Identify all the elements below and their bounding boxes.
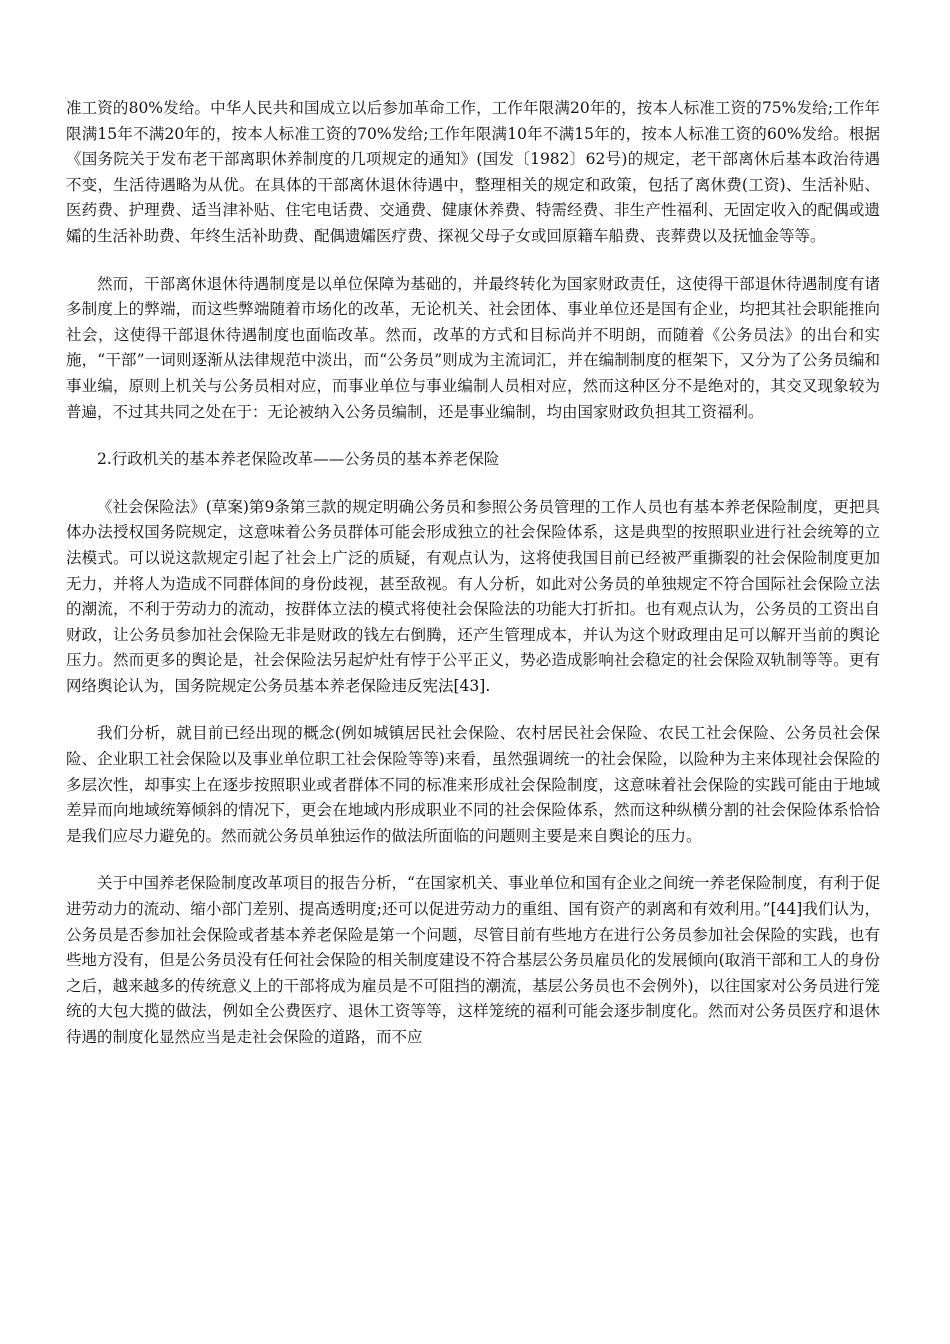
paragraph-social-insurance-law: 《社会保险法》(草案)第9条第三款的规定明确公务员和参照公务员管理的工作人员也有基本养老保险制度，更把具体办法授权国务院规定，这意味着公务员群体可能会形成独立的社会保险体系，这是典型的按照职业进行社会统筹的立法模式。可以说这款规定引起了社会上广泛的质疑，有观点认为，这将使我国目前已经被严重撕裂的社会保险制度更加无力，并将人为造成不同群体间的身份歧视，甚至敌视。有人分析，如此对公务员的单独规定不符合国际社会保险立法的潮流，不利于劳动力的流动，按群体立法的模式将使社会保险法的功能大打折扣。也有观点认为，公务员的工资出自财政，让公务员参加社会保险无非是财政的钱左右倒腾，还产生管理成本，并认为这个财政理由足可以解开当前的舆论压力。然而更多的舆论是，社会保险法另起炉灶有悖于公平正义，势必造成影响社会稳定的社会保险双轨制等等。更有网络舆论认为，国务院规定公务员基本养老保险违反宪法[43].	[66, 497, 880, 695]
document-page	[66, 96, 880, 1073]
paragraph-pension-report: 关于中国养老保险制度改革项目的报告分析，“在国家机关、事业单位和国有企业之间统一养老保险制度，有利于促进劳动力的流动、缩小部门差别、提高透明度;还可以促进劳动力的重组、国有资产的剥离和有效利用。”[44]我们认为，公务员是否参加社会保险或者基本养老保险是第一个问题，尽管目前有些地方在进行公务员参加社会保险的实践，也有些地方没有，但是公务员没有任何社会保险的相关制度建设不符合基层公务员雇员化的发展倾向(取消干部和工人的身份之后，越来越多的传统意义上的干部将成为雇员是不可阻挡的潮流，基层公务员也不会例外)，以往国家对公务员进行笼统的大包大揽的做法，例如全公费医疗、退休工资等等，这样笼统的福利可能会逐步制度化。然而对公务员医疗和退休待遇的制度化显然应当是走社会保险的道路，而不应	[66, 874, 880, 1046]
paragraph-cadre-retirement-reform: 然而，干部离休退休待遇制度是以单位保障为基础的，并最终转化为国家财政责任，这使得干部退休待遇制度有诸多制度上的弊端，而这些弊端随着市场化的改革，无论机关、社会团体、事业单位还是国有企业，均把其社会职能推向社会，这使得干部退休待遇制度也面临改革。然而，改革的方式和目标尚并不明朗，而随着《公务员法》的出台和实施，“干部”一词则逐渐从法律规范中淡出，而“公务员”则成为主流词汇，并在编制制度的框架下，又分为了公务员编和事业编，原则上机关与公务员相对应，而事业单位与事业编制人员相对应，然而这种区分不是绝对的，其交叉现象较为普遍，不过其共同之处在于：无论被纳入公务员编制，还是事业编制，均由国家财政负担其工资福利。	[66, 274, 880, 421]
paragraph-retirement-pay: 准工资的80%发给。中华人民共和国成立以后参加革命工作，工作年限满20年的，按本人标准工资的75%发给;工作年限满15年不满20年的，按本人标准工资的70%发给;工作年限满10年不满15年的，按本人标准工资的60%发给。根据《国务院关于发布老干部离职休养制度的几项规定的通知》(国发〔1982〕62号)的规定，老干部离休后基本政治待遇不变，生活待遇略为从优。在具体的干部离休退休待遇中，整理相关的规定和政策，包括了离休费(工资)、生活补贴、医药费、护理费、适当津补贴、住宅电话费、交通费、健康休养费、特需经费、非生产性福利、无固定收入的配偶或遗孀的生活补助费、年终生活补助费、配偶遗孀医疗费、探视父母子女或回原籍车船费、丧葬费以及抚恤金等等。	[66, 99, 880, 245]
section-heading: 2.行政机关的基本养老保险改革——公务员的基本养老保险	[97, 450, 500, 469]
paragraph-analysis: 我们分析，就目前已经出现的概念(例如城镇居民社会保险、农村居民社会保险、农民工社会保险、公务员社会保险、企业职工社会保险以及事业单位职工社会保险等等)来看，虽然强调统一的社会保险，以险种为主来体现社会保险的多层次性，却事实上在逐步按照职业或者群体不同的标准来形成社会保险制度，这意味着社会保险的实践可能由于地域差异而向地域统筹倾斜的情况下，更会在地域内形成职业不同的社会保险体系，然而这种纵横分割的社会保险体系恰恰是我们应尽力避免的。然而就公务员单独运作的做法所面临的问题则主要是来自舆论的压力。	[66, 724, 880, 845]
